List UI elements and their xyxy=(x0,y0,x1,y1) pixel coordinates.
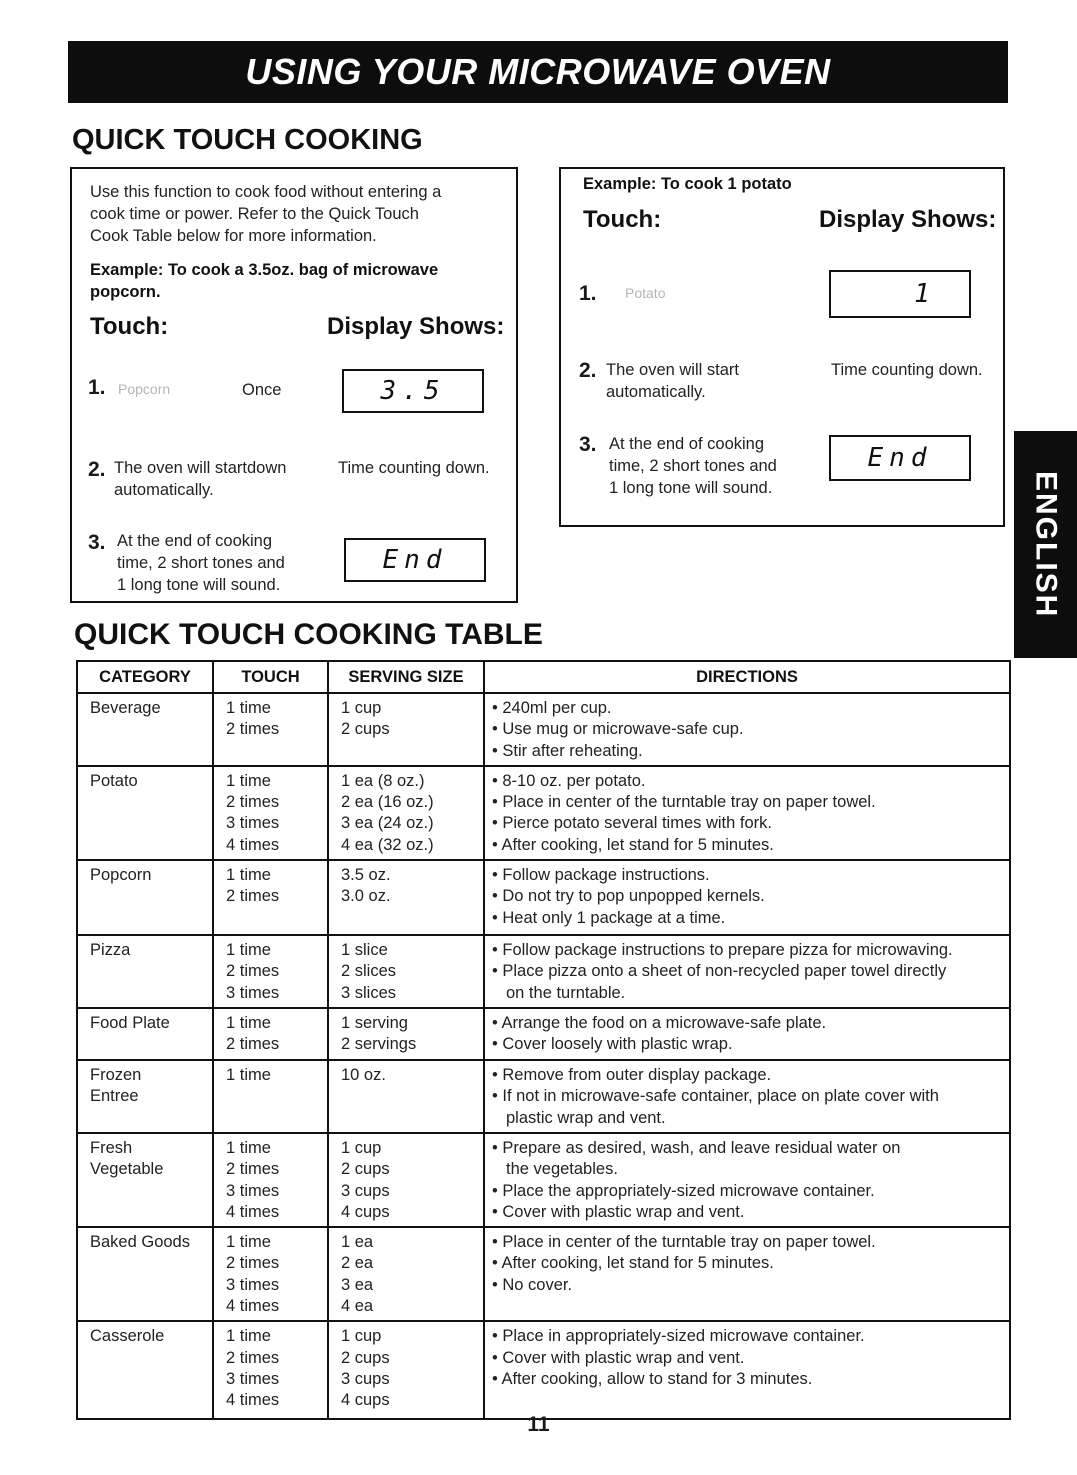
language-tab xyxy=(1014,431,1077,658)
cell-line: • Place in center of the turntable tray on paper towel. xyxy=(492,793,876,812)
cell-touch xyxy=(213,1008,328,1060)
cell-serving-size xyxy=(328,1133,484,1227)
cell-line: • After cooking, let stand for 5 minutes. xyxy=(492,1254,774,1273)
table-heading: QUICK TOUCH COOKING TABLE xyxy=(74,618,543,651)
example-text: Example: To cook 1 potato xyxy=(583,175,792,193)
cell-directions xyxy=(484,935,1010,1008)
step-2-text xyxy=(606,359,739,403)
cell-line: • Do not try to pop unpopped kernels. xyxy=(492,887,765,906)
cell-line: 2 times xyxy=(226,1160,280,1179)
led-display xyxy=(344,538,486,582)
cell-line: • No cover. xyxy=(492,1275,573,1294)
column-header: DIRECTIONS xyxy=(484,661,1010,693)
cell-line: 2 cups xyxy=(341,1160,390,1179)
popcorn-example-box xyxy=(70,167,518,603)
example-line: Example: To cook a 3.5oz. bag of microwave xyxy=(90,261,439,279)
cell-line: 2 cups xyxy=(341,720,390,739)
cell-serving-size xyxy=(328,766,484,860)
cell-line: plastic wrap and vent. xyxy=(506,1108,666,1127)
cell-serving-size xyxy=(328,1008,484,1060)
cell-line: Fresh xyxy=(90,1138,133,1157)
cell-line: Frozen xyxy=(90,1066,142,1085)
step-line: automatically. xyxy=(114,481,214,499)
table-row xyxy=(77,693,1010,766)
cell-category xyxy=(77,860,213,935)
potato-example-box xyxy=(559,167,1005,527)
intro-line: Cook Table below for more information. xyxy=(90,227,377,245)
cell-line: • 240ml per cup. xyxy=(492,699,612,717)
cell-touch xyxy=(213,1133,328,1227)
cell-line: • Prepare as desired, wash, and leave residual water on xyxy=(492,1138,901,1157)
cell-line: 2 times xyxy=(226,793,280,812)
cell-line: Baked Goods xyxy=(90,1233,190,1252)
cell-touch xyxy=(213,766,328,860)
cell-touch xyxy=(213,1060,328,1133)
table-row xyxy=(77,1133,1010,1227)
cell-line: • Follow package instructions to prepare pizza for microwaving. xyxy=(492,941,953,960)
cell-directions xyxy=(484,1060,1010,1133)
step-1-number: 1. xyxy=(88,376,106,399)
table-row xyxy=(77,860,1010,935)
cell-line: 3 cups xyxy=(341,1181,390,1200)
cell-line: • Place in appropriately-sized microwave container. xyxy=(492,1327,865,1346)
cell-line: 3 ea (24 oz.) xyxy=(341,814,434,833)
cell-line: 2 times xyxy=(226,1348,280,1367)
display-value: End xyxy=(382,545,448,575)
display-value: 1 xyxy=(914,279,936,309)
step-3-text xyxy=(117,530,285,596)
cell-line: 1 slice xyxy=(341,941,388,960)
cell-line: 2 times xyxy=(226,720,280,739)
table-row xyxy=(77,766,1010,860)
cell-touch xyxy=(213,935,328,1008)
step-2-display: Time counting down. xyxy=(338,459,490,477)
cell-line: • Use mug or microwave-safe cup. xyxy=(492,720,744,739)
cell-directions xyxy=(484,1133,1010,1227)
cell-directions xyxy=(484,860,1010,935)
table-row xyxy=(77,1060,1010,1133)
cell-line: 4 cups xyxy=(341,1202,390,1221)
cell-line: 1 time xyxy=(226,1014,271,1033)
cell-line: Beverage xyxy=(90,699,161,717)
cell-line: 1 serving xyxy=(341,1014,408,1033)
step-2-number: 2. xyxy=(579,359,597,382)
cell-line: 2 times xyxy=(226,1254,280,1273)
table-row xyxy=(77,1321,1010,1419)
cell-line: • Remove from outer display package. xyxy=(492,1066,772,1085)
cell-line: 4 ea (32 oz.) xyxy=(341,835,434,854)
cell-category xyxy=(77,766,213,860)
cell-line: Pizza xyxy=(90,941,131,960)
cell-category xyxy=(77,693,213,766)
cell-touch xyxy=(213,1227,328,1321)
touch-label: Touch: xyxy=(90,313,169,340)
cell-line: 2 cups xyxy=(341,1348,390,1367)
cell-line: Food Plate xyxy=(90,1014,170,1033)
cell-line: 1 time xyxy=(226,1233,271,1252)
table-row xyxy=(77,1008,1010,1060)
table-row xyxy=(77,1227,1010,1321)
step-line: time, 2 short tones and xyxy=(609,457,777,475)
cell-line: • Place the appropriately-sized microwave container. xyxy=(492,1181,875,1200)
cell-line: 2 times xyxy=(226,887,280,906)
cell-line: 1 time xyxy=(226,866,271,885)
cell-line: 2 servings xyxy=(341,1035,417,1054)
table-header-row xyxy=(77,661,1010,693)
cell-line: 4 times xyxy=(226,1202,280,1221)
step-line: automatically. xyxy=(606,383,706,401)
column-header: SERVING SIZE xyxy=(328,661,484,693)
step-line: At the end of cooking xyxy=(609,435,765,453)
cell-line: • Arrange the food on a microwave-safe plate. xyxy=(492,1014,827,1033)
cell-line: 2 times xyxy=(226,962,280,981)
step-line: At the end of cooking xyxy=(117,532,273,550)
display-label: Display Shows: xyxy=(819,206,997,233)
cell-line: 2 slices xyxy=(341,962,397,981)
led-display xyxy=(829,435,971,481)
cell-line: 3.0 oz. xyxy=(341,887,391,906)
cell-line: 1 time xyxy=(226,1066,271,1085)
cell-line: • 8-10 oz. per potato. xyxy=(492,771,646,790)
cell-line: • Cover with plastic wrap and vent. xyxy=(492,1202,745,1221)
cell-line: 4 times xyxy=(226,1391,280,1410)
cell-line: Potato xyxy=(90,771,138,790)
step-3-number: 3. xyxy=(88,531,106,554)
display-value: End xyxy=(867,443,933,473)
cell-line: • Heat only 1 package at a time. xyxy=(492,908,726,927)
cell-line: 1 time xyxy=(226,1138,271,1157)
step-line: The oven will start xyxy=(606,361,739,379)
cell-directions xyxy=(484,1321,1010,1419)
cell-line: 1 time xyxy=(226,771,271,790)
cell-line: 4 cups xyxy=(341,1391,390,1410)
cell-serving-size xyxy=(328,860,484,935)
step-2-text xyxy=(114,457,286,501)
cell-line: Popcorn xyxy=(90,866,152,885)
cell-line: 2 ea xyxy=(341,1254,374,1273)
intro-line: Use this function to cook food without entering a xyxy=(90,183,442,201)
step-2-number: 2. xyxy=(88,458,106,481)
cell-line: • Stir after reheating. xyxy=(492,741,643,760)
column-header: TOUCH xyxy=(213,661,328,693)
cell-line: • After cooking, allow to stand for 3 minutes. xyxy=(492,1369,813,1388)
page-number: 11 xyxy=(527,1413,550,1436)
step-3-text xyxy=(609,433,777,499)
intro-line: cook time or power. Refer to the Quick Touch xyxy=(90,205,419,223)
cell-category xyxy=(77,1227,213,1321)
cell-line: 10 oz. xyxy=(341,1066,386,1085)
language-tab-label: ENGLISH xyxy=(1029,470,1063,619)
cell-directions xyxy=(484,1227,1010,1321)
cell-line: 1 ea xyxy=(341,1233,374,1252)
cell-touch xyxy=(213,693,328,766)
touch-label: Touch: xyxy=(583,206,662,233)
cell-line: 3 times xyxy=(226,814,280,833)
cell-category xyxy=(77,1321,213,1419)
cell-line: 1 time xyxy=(226,1327,271,1346)
cell-touch xyxy=(213,860,328,935)
cell-line: • Cover with plastic wrap and vent. xyxy=(492,1348,745,1367)
cell-line: Vegetable xyxy=(90,1160,164,1179)
example-line: popcorn. xyxy=(90,283,161,301)
cell-line: • Place in center of the turntable tray on paper towel. xyxy=(492,1233,876,1252)
step-line: 1 long tone will sound. xyxy=(117,576,281,594)
example-text xyxy=(90,259,438,303)
cell-touch xyxy=(213,1321,328,1419)
cell-directions xyxy=(484,766,1010,860)
intro-text xyxy=(90,181,441,247)
cell-line: • After cooking, let stand for 5 minutes. xyxy=(492,835,774,854)
page-banner xyxy=(68,41,1008,103)
cell-serving-size xyxy=(328,1060,484,1133)
cell-line: 1 cup xyxy=(341,699,382,717)
step-line: time, 2 short tones and xyxy=(117,554,285,572)
cell-line: 2 times xyxy=(226,1035,280,1054)
quick-touch-heading: QUICK TOUCH COOKING xyxy=(72,124,423,156)
cell-serving-size xyxy=(328,1227,484,1321)
cell-line: 3 slices xyxy=(341,983,397,1002)
cell-line: 3 cups xyxy=(341,1369,390,1388)
cell-category xyxy=(77,935,213,1008)
quick-touch-table xyxy=(76,660,1011,1420)
cell-line: 1 cup xyxy=(341,1327,382,1346)
display-value: 3.5 xyxy=(380,376,446,406)
step-line: 1 long tone will sound. xyxy=(609,479,773,497)
step-line: The oven will startdown xyxy=(114,459,287,477)
cell-line: • If not in microwave-safe container, place on plate cover with xyxy=(492,1087,939,1106)
cell-category xyxy=(77,1133,213,1227)
led-display xyxy=(829,270,971,318)
display-label: Display Shows: xyxy=(327,313,505,340)
cell-category xyxy=(77,1008,213,1060)
cell-line: on the turntable. xyxy=(506,983,626,1002)
step-3-number: 3. xyxy=(579,433,597,456)
cell-line: 3.5 oz. xyxy=(341,866,391,885)
step-1-count: Once xyxy=(242,381,282,399)
cell-line: Entree xyxy=(90,1087,139,1106)
page-title: USING YOUR MICROWAVE OVEN xyxy=(245,51,831,92)
cell-line: 3 ea xyxy=(341,1275,374,1294)
cell-serving-size xyxy=(328,935,484,1008)
cell-directions xyxy=(484,693,1010,766)
column-header: CATEGORY xyxy=(77,661,213,693)
cell-line: • Place pizza onto a sheet of non-recycled paper towel directly xyxy=(492,962,947,981)
cell-line: 3 times xyxy=(226,1369,280,1388)
cell-line: • Pierce potato several times with fork. xyxy=(492,814,772,833)
cell-directions xyxy=(484,1008,1010,1060)
cell-line: 2 ea (16 oz.) xyxy=(341,793,434,812)
cell-line: 4 ea xyxy=(341,1297,374,1316)
table-row xyxy=(77,935,1010,1008)
cell-line: 3 times xyxy=(226,1275,280,1294)
cell-line: Casserole xyxy=(90,1327,165,1346)
popcorn-key[interactable]: Popcorn xyxy=(118,381,171,397)
step-2-display: Time counting down. xyxy=(831,361,983,379)
cell-line: the vegetables. xyxy=(506,1160,618,1179)
cell-line: 1 time xyxy=(226,941,271,960)
led-display xyxy=(342,369,484,413)
step-1-number: 1. xyxy=(579,282,597,305)
cell-line: 1 cup xyxy=(341,1138,382,1157)
cell-serving-size xyxy=(328,1321,484,1419)
cell-line: • Cover loosely with plastic wrap. xyxy=(492,1035,733,1054)
cell-category xyxy=(77,1060,213,1133)
cell-line: 1 time xyxy=(226,699,271,717)
cell-serving-size xyxy=(328,693,484,766)
cell-line: 3 times xyxy=(226,1181,280,1200)
cell-line: 1 ea (8 oz.) xyxy=(341,771,425,790)
cell-line: 3 times xyxy=(226,983,280,1002)
potato-key[interactable]: Potato xyxy=(625,285,666,301)
cell-line: 4 times xyxy=(226,835,280,854)
cell-line: • Follow package instructions. xyxy=(492,866,710,885)
cell-line: 4 times xyxy=(226,1297,280,1316)
